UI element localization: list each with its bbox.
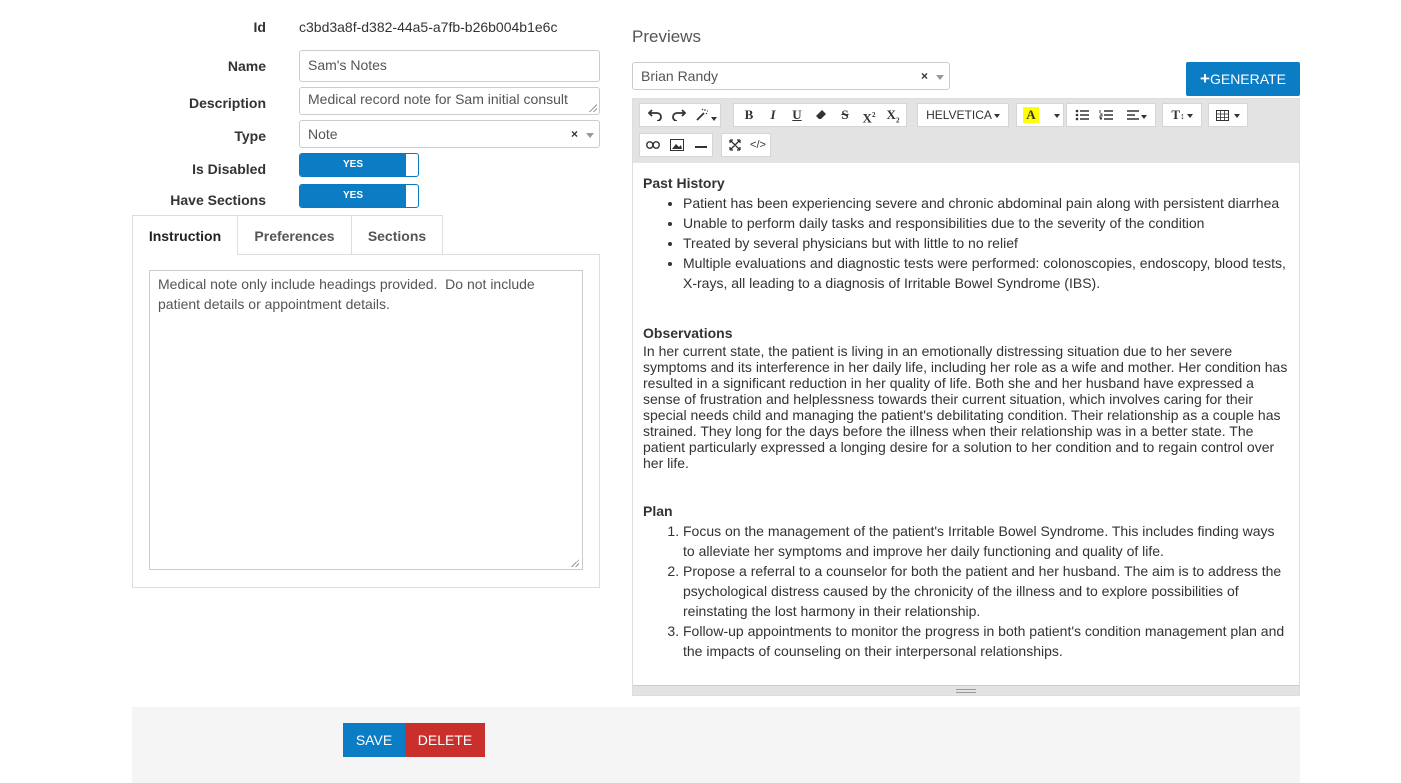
eraser-icon[interactable] (810, 104, 832, 128)
editor-content[interactable] (643, 173, 1289, 661)
past-history-list (643, 193, 1289, 293)
save-button[interactable]: SAVE (343, 723, 405, 757)
plus-icon: + (1200, 69, 1210, 88)
table-icon (1216, 107, 1233, 122)
strikethrough-icon[interactable]: S (841, 107, 849, 122)
color-dropdown-icon[interactable] (1049, 104, 1063, 126)
list-item: • Patient has been experiencing severe and chronic abdominal pain along with persistent diarrhea (683, 193, 1289, 213)
image-icon[interactable] (666, 134, 688, 158)
font-family-dropdown[interactable] (917, 103, 1009, 127)
ordered-list-icon[interactable] (1095, 104, 1117, 128)
description-field[interactable] (299, 87, 600, 115)
list-item: 2. Propose a referral to a counselor for both the patient and her husband. The aim is to address the psychological distress caused by the chronicity of the illness and to explore possibilities of reinstating the lost harmony in their relationship. (683, 561, 1289, 621)
resize-handle-icon[interactable] (589, 104, 597, 112)
view-group (721, 133, 771, 157)
magic-wand-icon[interactable] (692, 104, 720, 129)
resize-handle-icon[interactable] (571, 559, 579, 567)
instruction-panel (132, 254, 600, 588)
generate-label: GENERATE (1209, 71, 1286, 87)
id-value: c3bd3a8f-d382-44a5-a7fb-b26b004b1e6c (299, 19, 558, 35)
name-field[interactable]: Sam's Notes (299, 50, 600, 82)
text-color-icon[interactable]: A (1023, 107, 1039, 123)
toggle-on-label: YES (300, 185, 406, 207)
instruction-textarea[interactable]: Medical note only include headings provided. Do not include patient details or appointment details. (149, 270, 583, 570)
text-height-icon: T↕ (1171, 107, 1185, 122)
description-label: Description (188, 95, 266, 111)
color-group (1016, 103, 1064, 127)
list-item: 1. Focus on the management of the patient's Irritable Bowel Syndrome. This includes finding ways to alleviate her symptoms and improve her daily functioning and quality of life. (683, 521, 1289, 561)
style-group (733, 103, 907, 127)
history-group (639, 103, 721, 127)
have-sections-label: Have Sections (170, 192, 266, 208)
fullscreen-icon[interactable] (724, 134, 746, 158)
have-sections-toggle[interactable] (299, 184, 419, 208)
horizontal-rule-icon[interactable] (690, 134, 712, 156)
link-icon[interactable] (642, 134, 664, 156)
description-text: Medical record note for Sam initial consult (308, 91, 568, 107)
delete-button[interactable]: DELETE (405, 723, 485, 757)
undo-icon[interactable] (644, 104, 666, 128)
preview-patient-select[interactable] (632, 62, 950, 90)
clear-icon[interactable]: × (571, 127, 579, 141)
editor-resize-bar[interactable] (633, 685, 1299, 695)
preview-selected-value: Brian Randy (641, 68, 719, 84)
list-item: • Treated by several physicians but with little to no relief (683, 233, 1289, 253)
tab-preferences[interactable]: Preferences (237, 215, 352, 255)
is-disabled-label: Is Disabled (192, 161, 266, 177)
align-icon[interactable] (1121, 104, 1153, 127)
rich-text-editor (632, 98, 1300, 696)
line-height-dropdown[interactable] (1162, 103, 1202, 127)
paragraph-group (1066, 103, 1156, 127)
form-labels (0, 0, 266, 215)
list-item: • Multiple evaluations and diagnostic tests were performed: colonoscopies, endoscopy, blood tests, X-rays, all leading to a diagnosis of Irritable Bowel Syndrome (IBS). (683, 253, 1289, 293)
resize-grip-icon (956, 689, 976, 693)
chevron-down-icon (586, 133, 594, 138)
tab-instruction[interactable]: Instruction (132, 215, 238, 255)
underline-icon[interactable]: U (792, 107, 802, 122)
redo-icon[interactable] (668, 104, 690, 128)
list-item: 3. Follow-up appointments to monitor the progress in both patient's condition management plan and the impacts of counseling on their interpersonal relationships. (683, 621, 1289, 661)
type-selected-value: Note (308, 126, 338, 142)
table-dropdown[interactable] (1208, 103, 1248, 127)
clear-icon[interactable]: × (921, 69, 929, 83)
italic-icon[interactable]: I (770, 107, 776, 122)
font-family-label: HELVETICA (926, 108, 992, 122)
id-label: Id (253, 19, 266, 35)
type-select[interactable] (299, 120, 600, 148)
bold-icon[interactable]: B (744, 107, 754, 122)
past-history-heading: Past History (643, 175, 725, 191)
is-disabled-toggle[interactable] (299, 153, 419, 177)
type-label: Type (234, 128, 266, 144)
subscript-icon[interactable]: $X_2$ (886, 107, 900, 125)
observations-text: In her current state, the patient is living in an emotionally distressing situation due to her severe symptoms and its interference in her daily life, including her role as a wife and mother. Her condition has resulted in a significant reduction in her quality of life. Both she and her husband have expressed a sense of frustration and helplessness towards their current situation, which involves caring for their special needs child and managing the patient's debilitating condition. Their relationship as a couple has strained. They long for the days before the illness when their relationship was in a better state. The patient particularly expressed a longing desire for a solution to her condition and to regain control over her life. (643, 343, 1288, 471)
observations-heading: Observations (643, 325, 733, 341)
previews-title: Previews (632, 27, 701, 46)
generate-button[interactable] (1186, 62, 1300, 96)
chevron-down-icon (936, 75, 944, 80)
plan-heading: Plan (643, 503, 673, 519)
toggle-on-label: YES (300, 154, 406, 176)
code-view-icon[interactable]: </> (750, 139, 766, 151)
editor-toolbar (633, 99, 1299, 163)
insert-group (639, 133, 713, 157)
unordered-list-icon[interactable] (1071, 104, 1093, 128)
tab-sections[interactable]: Sections (351, 215, 443, 255)
name-label: Name (227, 58, 266, 74)
superscript-icon[interactable]: $X^2$ (862, 110, 876, 126)
list-item: • Unable to perform daily tasks and responsibilities due to the severity of the condition (683, 213, 1289, 233)
caret-down-icon (994, 114, 1000, 118)
form-footer (132, 707, 1300, 783)
plan-list (643, 521, 1289, 661)
